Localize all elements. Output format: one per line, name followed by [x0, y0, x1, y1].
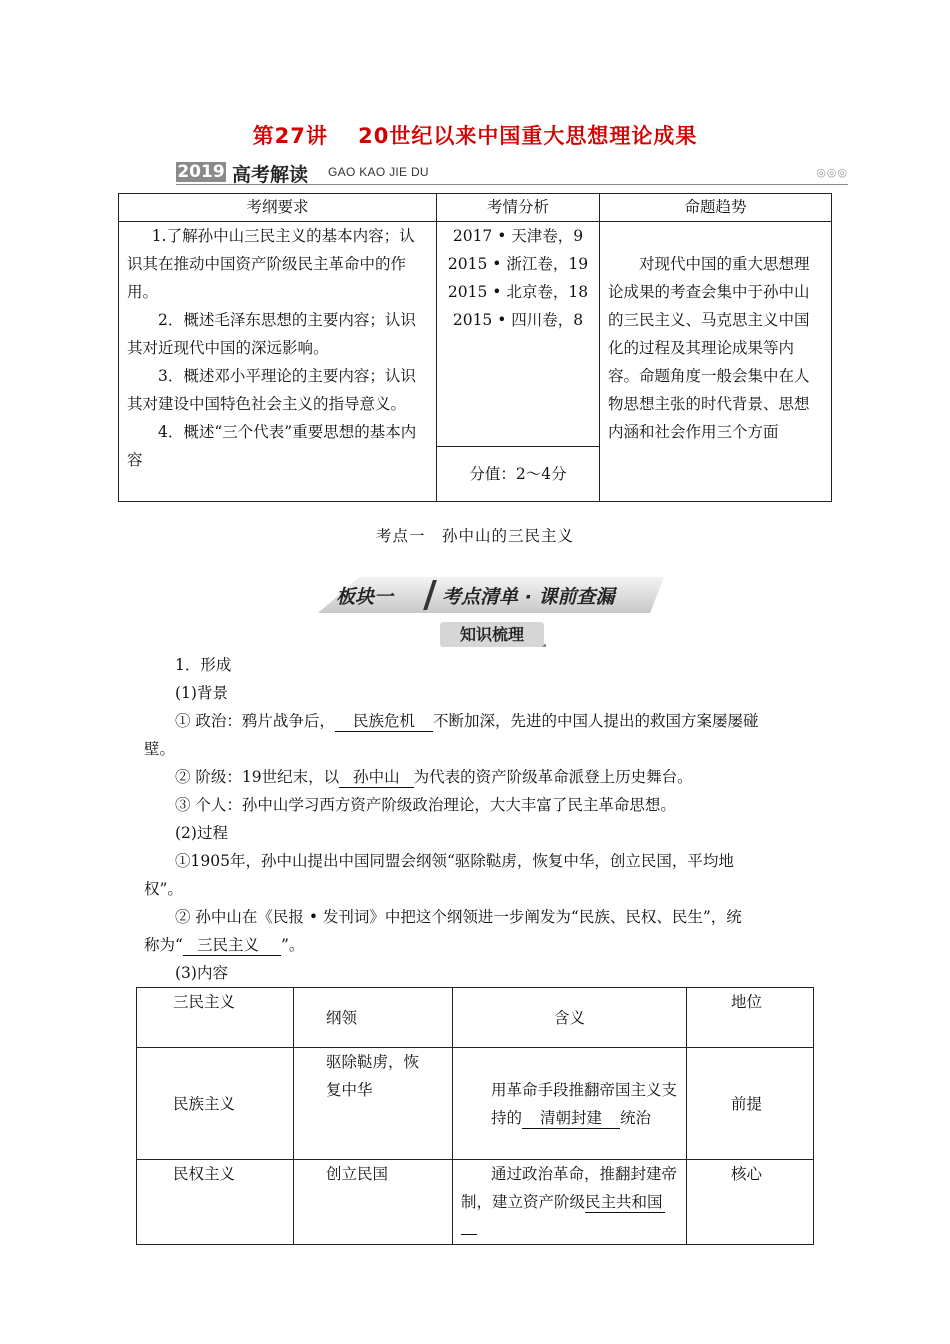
- program-text: 创立民国: [294, 1160, 453, 1245]
- para-1905-cont: 权”。: [144, 880, 183, 898]
- text: ① 政治：鸦片战争后，: [175, 712, 335, 730]
- exam-table: [118, 193, 832, 502]
- content-table: [136, 987, 814, 1245]
- banner-title: 高考解读: [232, 164, 309, 186]
- banner-subtitle: GAO KAO JIE DU: [328, 165, 429, 179]
- trend-cell: [600, 222, 832, 502]
- status-text: 前提: [687, 1048, 814, 1160]
- fill-blank: 清朝封建: [522, 1109, 620, 1129]
- text: 称为“: [144, 936, 183, 954]
- fill-blank: 民主共和国: [585, 1193, 663, 1211]
- header-trend: 命题趋势: [600, 194, 832, 222]
- para-class: [175, 766, 693, 788]
- fill-blank-tail: [461, 1234, 477, 1235]
- banner-year: 2019: [177, 162, 225, 182]
- program-text: 驱除鞑虏，恢复中华: [294, 1048, 453, 1160]
- meaning-cell: [453, 1048, 687, 1160]
- text: 通过政治革命，推翻封建帝制，建立资产阶级: [461, 1165, 678, 1211]
- trend-text: 对现代中国的重大思想理论成果的考查会集中于孙中山的三民主义、马克思主义中国化的过程及其理论成果等内容。命题角度一般会集中在人物思想主张的时代背景、思想内涵和社会作用三个方面: [608, 255, 810, 441]
- requirement-item: 1.了解孙中山三民主义的基本内容；认识其在推动中国资产阶级民主革命中的作用。: [127, 227, 415, 301]
- banner-dots-icon: ◎◎◎: [816, 166, 848, 179]
- table-row: [137, 1160, 814, 1245]
- requirements-cell: [119, 222, 437, 502]
- heading-content: (3)内容: [175, 964, 228, 982]
- plate-right-label: 考点清单 · 课前查漏: [442, 586, 615, 608]
- text: 为代表的资产阶级革命派登上历史舞台。: [413, 768, 693, 786]
- requirement-item: 3．概述邓小平理论的主要内容；认识其对建设中国特色社会主义的指导意义。: [127, 367, 416, 413]
- analysis-item: 2017 • 天津卷，9: [452, 227, 584, 245]
- para-politics: [175, 710, 758, 732]
- page-title: 第27讲 20世纪以来中国重大思想理论成果: [252, 124, 698, 148]
- header-analysis: 考情分析: [437, 194, 600, 222]
- header-program: 纲领: [294, 988, 453, 1048]
- score-cell: 分值：2～4分: [437, 447, 600, 502]
- fill-blank: 三民主义: [183, 936, 281, 956]
- para-minbao: ② 孙中山在《民报 • 发刊词》中把这个纲领进一步阐发为“民族、民权、民生”，统: [175, 908, 742, 926]
- text: 统治: [620, 1108, 652, 1127]
- para-minbao-cont: [144, 934, 304, 956]
- fill-blank: 民族危机: [335, 712, 433, 732]
- text: 用革命手段推翻帝国主义支持的: [491, 1080, 678, 1127]
- para-1905: ①1905年，孙中山提出中国同盟会纲领“驱除鞑虏，恢复中华，创立民国，平均地: [175, 852, 734, 870]
- header-requirements: 考纲要求: [119, 194, 437, 222]
- requirement-item: 2．概述毛泽东思想的主要内容；认识其对近现代中国的深远影响。: [127, 311, 416, 357]
- heading-background: (1)背景: [175, 684, 228, 702]
- text: 不断加深，先进的中国人提出的救国方案屡屡碰: [432, 712, 759, 730]
- table-row: [137, 1048, 814, 1160]
- header-principle: 三民主义: [137, 988, 294, 1048]
- status-text: 核心: [687, 1160, 814, 1245]
- text: ”。: [280, 936, 305, 954]
- plate-left-label: 板块一: [336, 586, 394, 608]
- header-meaning: 含义: [453, 988, 687, 1048]
- analysis-cell: [437, 222, 600, 447]
- header-status: 地位: [687, 988, 814, 1048]
- exam-banner: [176, 160, 848, 186]
- knowledge-pill: 知识梳理: [440, 622, 544, 647]
- analysis-item: 2015 • 北京卷，18: [447, 283, 589, 301]
- requirement-item: 4．概述“三个代表”重要思想的基本内容: [127, 423, 417, 469]
- text: ② 阶级：19世纪末，以: [175, 768, 340, 786]
- meaning-cell: [453, 1160, 687, 1245]
- fill-blank: 孙中山: [339, 768, 414, 788]
- analysis-item: 2015 • 浙江卷，19: [447, 255, 589, 273]
- principle-name: 民族主义: [137, 1048, 294, 1160]
- heading-process: (2)过程: [175, 824, 228, 842]
- banner-rule: [176, 184, 848, 185]
- para-politics-cont: 壁。: [144, 740, 176, 758]
- heading-formation: 1．形成: [175, 656, 232, 674]
- section-plate: [318, 577, 664, 613]
- analysis-item: 2015 • 四川卷，8: [452, 311, 584, 329]
- para-personal: ③ 个人：孙中山学习西方资产阶级政治理论，大大丰富了民主革命思想。: [175, 796, 676, 814]
- principle-name: 民权主义: [137, 1160, 294, 1245]
- section-title: 考点一 孙中山的三民主义: [375, 527, 574, 545]
